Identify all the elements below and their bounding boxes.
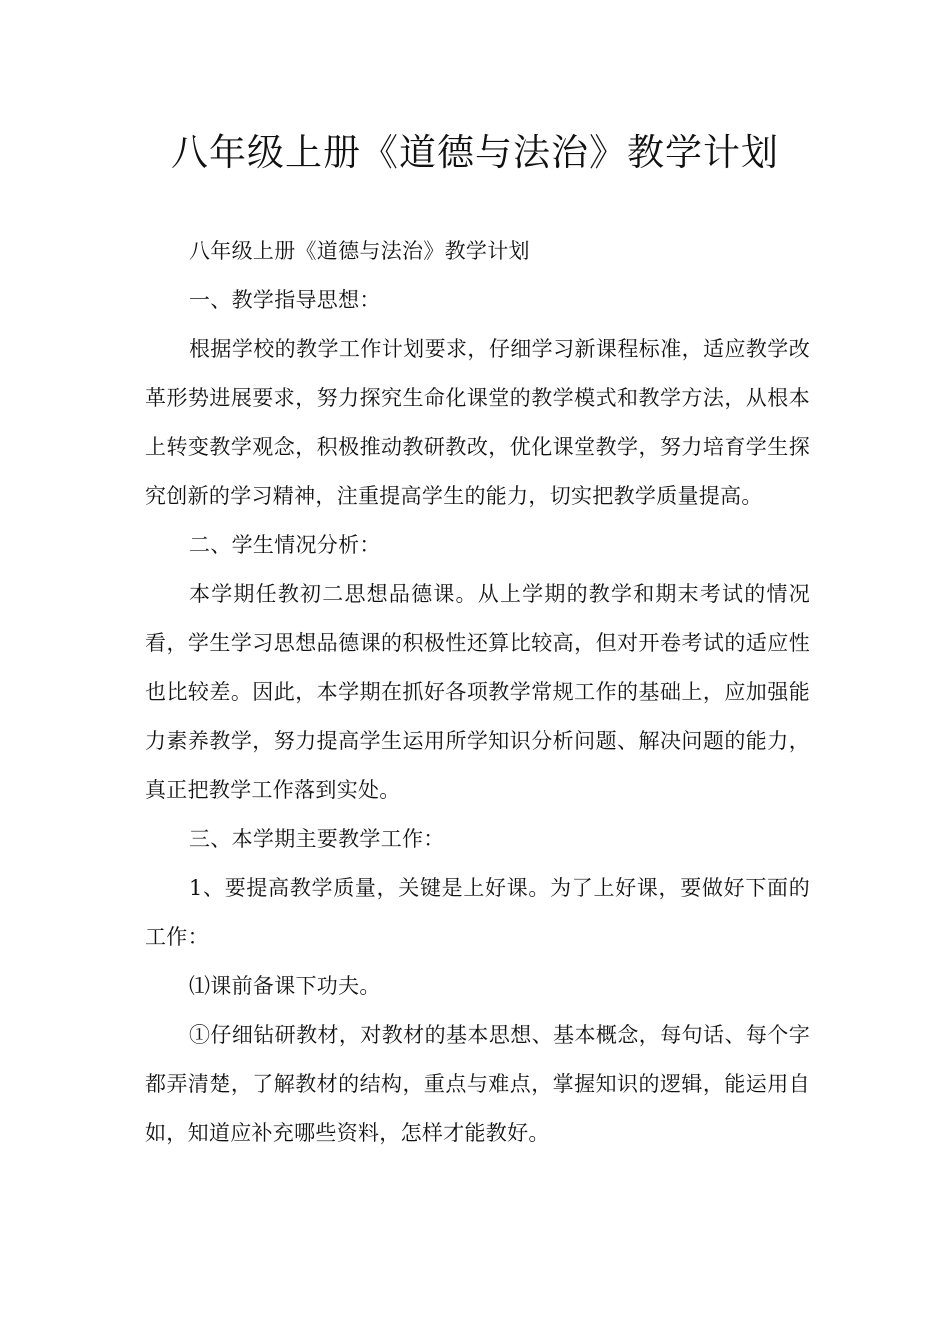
- section-heading-main-work: 三、本学期主要教学工作：: [189, 827, 445, 851]
- paragraph-student-analysis: 本学期任教初二思想品德课。从上学期的教学和期末考试的情况看，学生学习思想品德课的积极性还算比较高，但对开卷考试的适应性也比较差。因此，本学期在抓好各项教学常规工作的基础上，应加强能力素养教学，努力提高学生运用所学知识分析问题、解决问题的能力，真正把教学工作落到实处。: [145, 582, 810, 802]
- document-body: [145, 227, 810, 1158]
- paragraph-subitem-circle-1: ①仔细钻研教材，对教材的基本思想、基本概念，每句话、每个字都弄清楚，了解教材的结构，重点与难点，掌握知识的逻辑，能运用自如，知道应补充哪些资料，怎样才能教好。: [145, 1023, 810, 1145]
- document-title: 八年级上册《道德与法治》教学计划: [171, 131, 779, 174]
- paragraph-subitem-1: ⑴课前备课下功夫。: [189, 974, 381, 998]
- paragraph-subtitle: 八年级上册《道德与法治》教学计划: [189, 239, 530, 263]
- section-heading-student-analysis: 二、学生情况分析：: [189, 533, 381, 557]
- section-heading-guiding-ideology: 一、教学指导思想：: [189, 288, 381, 312]
- paragraph-guiding-ideology: 根据学校的教学工作计划要求，仔细学习新课程标准，适应教学改革形势进展要求，努力探究生命化课堂的教学模式和教学方法，从根本上转变教学观念，积极推动教研教改，优化课堂教学，努力培育学生探究创新的学习精神，注重提高学生的能力，切实把教学质量提高。: [145, 337, 810, 508]
- paragraph-item-1: 1、要提高教学质量，关键是上好课。为了上好课，要做好下面的工作：: [145, 876, 810, 949]
